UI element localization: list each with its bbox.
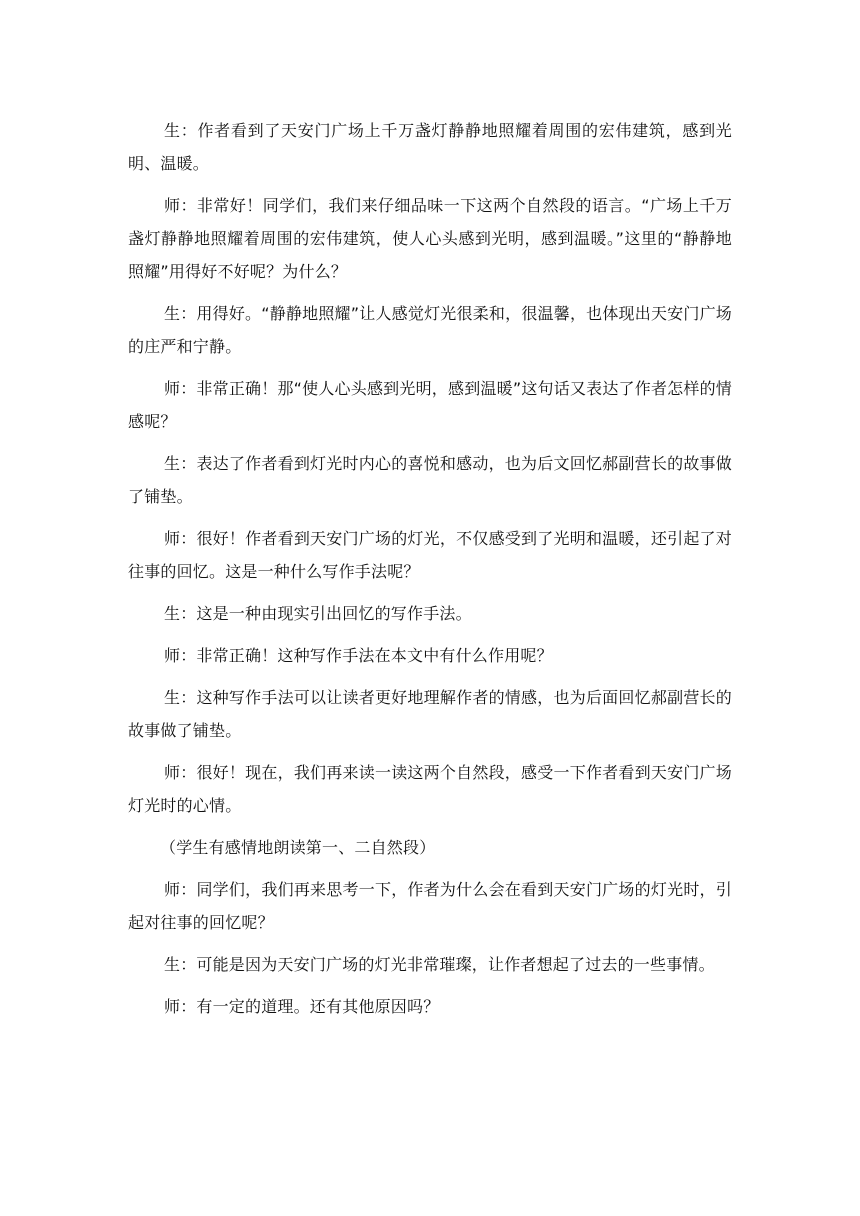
paragraph-student-4: 生：这是一种由现实引出回忆的写作手法。: [164, 604, 472, 623]
paragraph-student-2: 生：用得好。“静静地照耀”让人感觉灯光很柔和，很温馨，也体现出天安门广场的庄严和宁静。: [128, 304, 732, 356]
paragraph-teacher-4: 师：非常正确！这种写作手法在本文中有什么作用呢？: [164, 646, 553, 665]
paragraph-student-5: 生：这种写作手法可以让读者更好地理解作者的情感，也为后面回忆郝副营长的故事做了铺垫。: [128, 688, 732, 740]
document-body: [128, 114, 732, 1032]
paragraph-teacher-1: 师：非常好！同学们，我们来仔细品味一下这两个自然段的语言。“广场上千万盏灯静静地照耀着周围的宏伟建筑，使人心头感到光明，感到温暖。”这里的“静静地照耀”用得好不好呢？为什么？: [128, 196, 732, 281]
paragraph-student-3: 生：表达了作者看到灯光时内心的喜悦和感动，也为后文回忆郝副营长的故事做了铺垫。: [128, 454, 732, 506]
paragraph-teacher-7: 师：有一定的道理。还有其他原因吗？: [164, 997, 440, 1016]
paragraph-teacher-3: 师：很好！作者看到天安门广场的灯光，不仅感受到了光明和温暖，还引起了对往事的回忆。这是一种什么写作手法呢？: [128, 529, 732, 581]
paragraph-teacher-2: 师：非常正确！那“使人心头感到光明，感到温暖”这句话又表达了作者怎样的情感呢？: [128, 379, 732, 431]
paragraph-student-1: 生：作者看到了天安门广场上千万盏灯静静地照耀着周围的宏伟建筑，感到光明、温暖。: [128, 121, 732, 173]
paragraph-teacher-5: 师：很好！现在，我们再来读一读这两个自然段，感受一下作者看到天安门广场灯光时的心情。: [128, 763, 732, 815]
paragraph-teacher-6: 师：同学们，我们再来思考一下，作者为什么会在看到天安门广场的灯光时，引起对往事的回忆呢？: [128, 880, 732, 932]
paragraph-student-6: 生：可能是因为天安门广场的灯光非常璀璨，让作者想起了过去的一些事情。: [164, 955, 715, 974]
paragraph-stage-direction: （学生有感情地朗读第一、二自然段）: [160, 838, 436, 857]
